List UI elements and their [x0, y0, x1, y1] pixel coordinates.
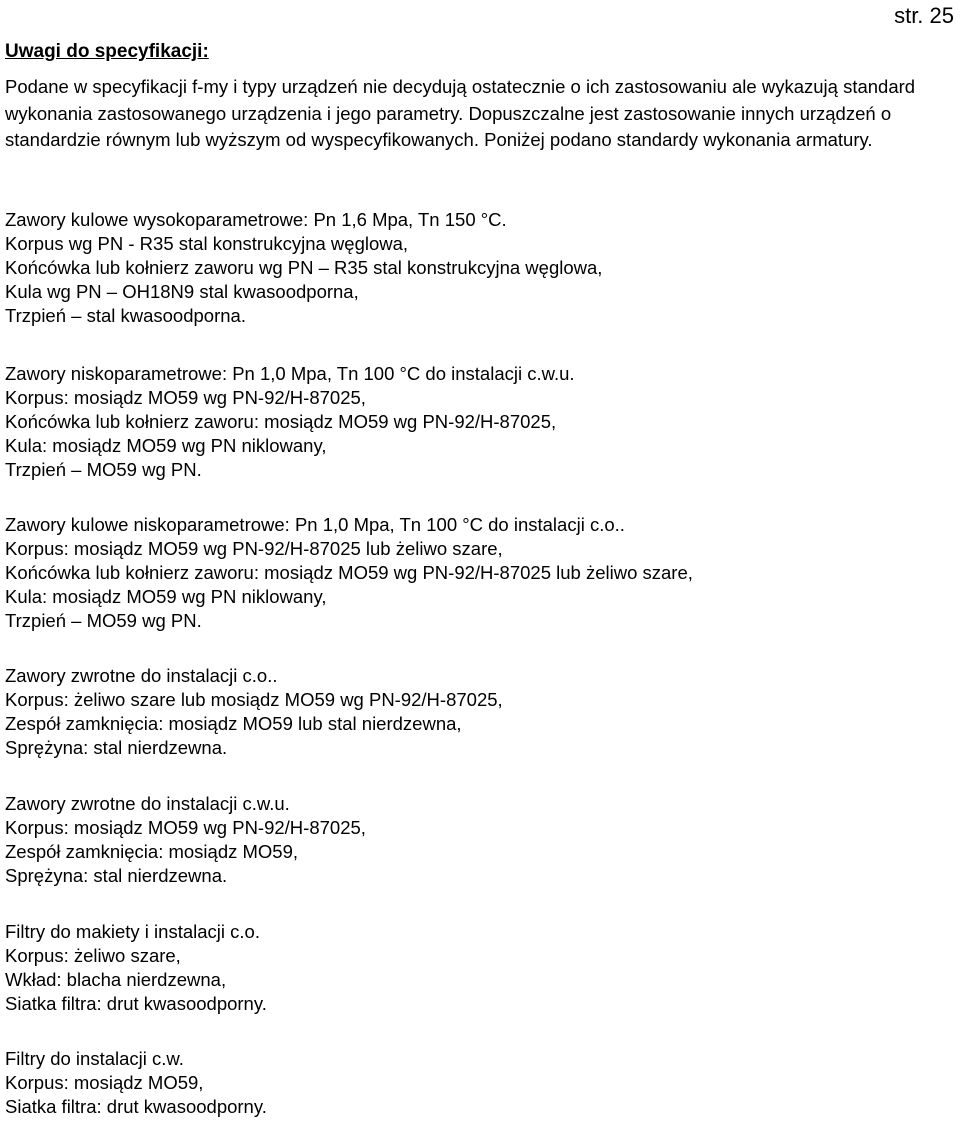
spec-line: Trzpień – stal kwasoodporna.	[5, 305, 246, 326]
section-title: Zawory zwrotne do instalacji c.o..	[5, 665, 278, 686]
spec-section-high-pressure-ball-valves	[5, 208, 955, 328]
spec-line: Trzpień – MO59 wg PN.	[5, 459, 202, 480]
spec-section-low-pressure-ball-valves-co	[5, 513, 955, 633]
spec-line: Siatka filtra: drut kwasoodporny.	[5, 1096, 267, 1117]
spec-line: Korpus: mosiądz MO59 wg PN-92/H-87025,	[5, 387, 366, 408]
spec-line: Korpus: mosiądz MO59 wg PN-92/H-87025 lub żeliwo szare,	[5, 538, 503, 559]
intro-paragraph: Podane w specyfikacji f-my i typy urządzeń nie decydują ostatecznie o ich zastosowaniu ale wykazują standard wykonania zastosowanego urządzenia i jego parametry. Dopuszczalne jest zastosowanie innych urządzeń o standardzie równym lub wyższym od wyspecyfikowanych. Poniżej podano standardy wykonania armatury.	[5, 76, 916, 150]
page-heading: Uwagi do specyfikacji:	[5, 41, 209, 62]
spec-line: Kula wg PN – OH18N9 stal kwasoodporna,	[5, 281, 359, 302]
spec-section-check-valves-cwu	[5, 792, 955, 888]
spec-section-filters-cw	[5, 1047, 955, 1119]
spec-line: Korpus: mosiądz MO59,	[5, 1072, 204, 1093]
spec-line: Korpus: żeliwo szare,	[5, 945, 181, 966]
spec-section-check-valves-co	[5, 664, 955, 760]
spec-line: Trzpień – MO59 wg PN.	[5, 610, 202, 631]
section-title: Zawory zwrotne do instalacji c.w.u.	[5, 793, 290, 814]
spec-line: Korpus wg PN - R35 stal konstrukcyjna węglowa,	[5, 233, 409, 254]
page-number: str. 25	[894, 3, 954, 28]
section-title: Zawory niskoparametrowe: Pn 1,0 Mpa, Tn 100 °C do instalacji c.w.u.	[5, 363, 575, 384]
spec-line: Wkład: blacha nierdzewna,	[5, 969, 227, 990]
spec-line: Sprężyna: stal nierdzewna.	[5, 865, 228, 886]
spec-section-filters-co	[5, 920, 955, 1016]
spec-section-low-pressure-valves-cwu	[5, 362, 955, 482]
section-title: Zawory kulowe niskoparametrowe: Pn 1,0 Mpa, Tn 100 °C do instalacji c.o..	[5, 514, 625, 535]
spec-line: Korpus: mosiądz MO59 wg PN-92/H-87025,	[5, 817, 366, 838]
section-title: Filtry do makiety i instalacji c.o.	[5, 921, 260, 942]
spec-line: Końcówka lub kołnierz zaworu: mosiądz MO59 wg PN-92/H-87025,	[5, 411, 557, 432]
spec-line: Końcówka lub kołnierz zaworu wg PN – R35 stal konstrukcyjna węglowa,	[5, 257, 603, 278]
spec-line: Zespół zamknięcia: mosiądz MO59,	[5, 841, 299, 862]
spec-line: Końcówka lub kołnierz zaworu: mosiądz MO59 wg PN-92/H-87025 lub żeliwo szare,	[5, 562, 693, 583]
section-title: Filtry do instalacji c.w.	[5, 1048, 184, 1069]
spec-line: Korpus: żeliwo szare lub mosiądz MO59 wg PN-92/H-87025,	[5, 689, 503, 710]
spec-line: Kula: mosiądz MO59 wg PN niklowany,	[5, 586, 327, 607]
spec-line: Sprężyna: stal nierdzewna.	[5, 737, 228, 758]
spec-line: Zespół zamknięcia: mosiądz MO59 lub stal nierdzewna,	[5, 713, 462, 734]
spec-line: Kula: mosiądz MO59 wg PN niklowany,	[5, 435, 327, 456]
section-title: Zawory kulowe wysokoparametrowe: Pn 1,6 Mpa, Tn 150 °C.	[5, 209, 507, 230]
spec-line: Siatka filtra: drut kwasoodporny.	[5, 993, 267, 1014]
